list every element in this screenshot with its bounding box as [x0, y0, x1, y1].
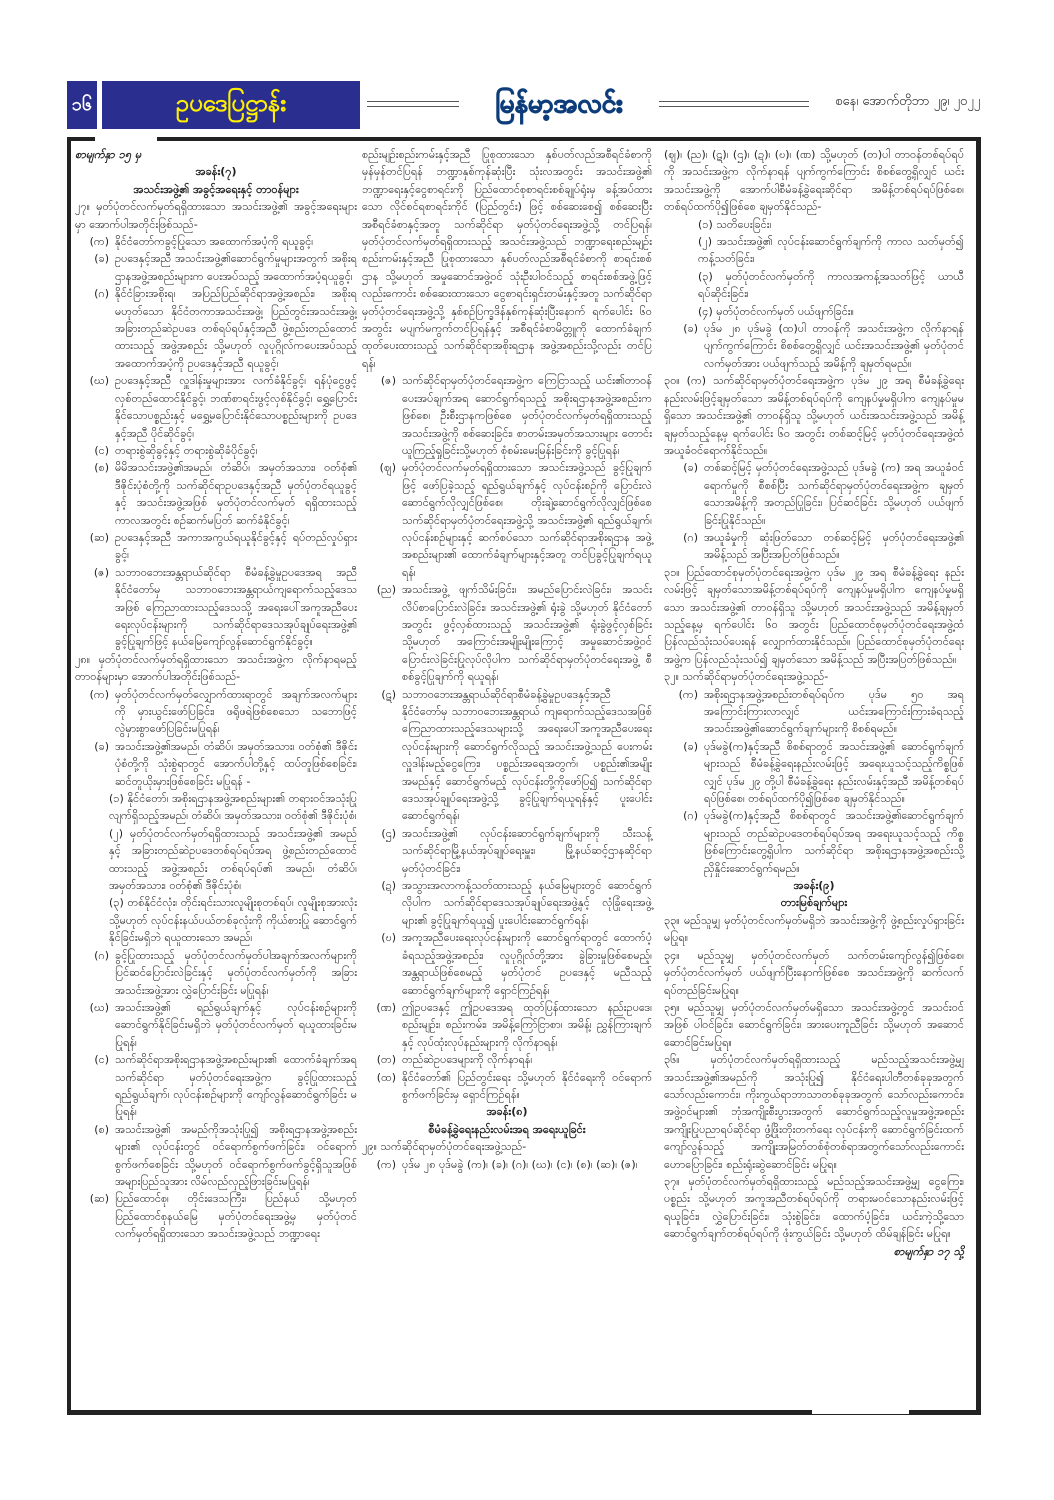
clause-marker: (ဈ) [379, 461, 396, 475]
clause-item [362, 581, 652, 685]
paragraph: ၂၇။ မှတ်ပုံတင်လက်မှတ်ရရှိထားသော အသင်းအဖွဲ့၏ အခွင့်အရေးများမှာ အောက်ပါအတိုင်းဖြစ်သည်- [75, 200, 357, 231]
clause-text: မှတ်ပုံတင်လက်မှတ်လျှောက်ထားရာတွင် အချက်အလက်များကို မှားယွင်းဖော်ပြခြင်း၊ ဖရိုဖရဲဖြစ်စေသော သဘောဖြင့် လွဲမှားစွာဖော်ပြခြင်းမပြုရန်၊ [115, 687, 357, 736]
clause-marker: (ဏ) [376, 1000, 396, 1014]
clause-item [75, 1051, 357, 1121]
clause-marker: (ဆ) [89, 530, 109, 544]
clause-text: အသင်းအဖွဲ့၏ ရည်ရွယ်ချက်နှင့် လုပ်ငန်းစဉ်များကို ဆောင်ရွက်နိုင်ခြင်းမရှိဘဲ မှတ်ပုံတင်လက်မှတ် ရယူထားခြင်းမပြုရန်၊ [115, 1000, 357, 1049]
clause-text: သက်ဆိုင်ရာအစိုးရဌာနအဖွဲ့အစည်းများ၏ ထောက်ခံချက်အရ သက်ဆိုင်ရာ မှတ်ပုံတင်ရေးအဖွဲ့က ခွင့်ပြုထားသည့် ရည်ရွယ်ချက်၊ လုပ်ငန်းစဉ်များကို ကျော်လွန်ဆောင်ရွက်ခြင်း မပြုရန်၊ [115, 1053, 357, 1119]
clause-text: ဥပဒေနှင့်အညီ အသင်းအဖွဲ့၏ဆောင်ရွက်မှုများအတွက် အစိုးရဌာနအဖွဲ့အစည်းများက ပေးအပ်သည့် အထောက်အပံ့ရယူခွင့်၊ [115, 252, 357, 283]
article-column-2 [362, 146, 652, 1173]
clause-item [362, 929, 652, 999]
clause-text: သဘာဝဘေးအန္တရာယ်ဆိုင်ရာစီမံခန့်ခွဲမှုဥပဒေနှင့်အညီ နိုင်ငံတော်မှ သဘာဝဘေးအန္တရာယ် ကျရောက်သည့်ဒေသအဖြစ် ကြေညာထားသည့်ဒေသများသို့ အရေးပေါ်အကူအညီပေးရေးလုပ်ငန်းများကို ဆောင်ရွက်လိုသည့် အသင်းအဖွဲ့သည် ပေးကမ်းလှူဒါန်းမည့်ငွေကြေး၊ ပစ္စည်းအရေအတွက်၊ ပစ္စည်း၏အမျိုးအမည်နှင့် ဆောင်ရွက်မည့် လုပ်ငန်းတို့ကိုဖော်ပြ၍ သက်ဆိုင်ရာဒေသအုပ်ချုပ်ရေးအဖွဲ့သို့ ခွင့်ပြုချက်ရယူရန်နှင့် ပူးပေါင်းဆောင်ရွက်ရန်၊ [402, 687, 652, 823]
clause-item [362, 459, 652, 581]
continued-from: စာမျက်နှာ ၁၅ မှ [75, 148, 142, 161]
clause-text: ပုဒ်မခွဲ(က)နှင့်အညီ စိစစ်ရာတွင် အသင်းအဖွဲ့၏ဆောင်ရွက်ချက်များသည် တည်ဆဲဥပဒေတစ်ရပ်ရပ်အရ အရေးယူသင့်သည့် ကိစ္စဖြစ်ကြောင်းတွေ့ရှိပါက သက်ဆိုင်ရာ အစိုးရဌာနအဖွဲ့အစည်းသို့ ညှိနှိုင်းဆောင်ရွက်ရမည်။ [704, 809, 964, 875]
clause-text: အကူအညီပေးရေးလုပ်ငန်းများကို ဆောင်ရွက်ရာတွင် ထောက်ပံ့ခံရသည့်အဖွဲ့အစည်း၊ လူပုဂ္ဂိုလ်တို့အား ခွဲခြားမှုဖြစ်စေမည့်၊ အန္တရာယ်ဖြစ်စေမည့် မှတ်ပုံတင် ဥပဒေနှင့် မညီသည့် ဆောင်ရွက်ချက်များကို ရှောင်ကြဉ်ရန်၊ [402, 931, 652, 997]
paragraph: ၃၀။ (က) သက်ဆိုင်ရာမှတ်ပုံတင်ရေးအဖွဲ့က ပုဒ်မ ၂၉ အရ စီမံခန့်ခွဲရေး နည်းလမ်းဖြင့်ချမှတ်သော အမိန့်တစ်ရပ်ရပ်ကို ကျေနပ်မှုမရှိပါက ကျေနပ်မှုမရှိသော အသင်းအဖွဲ့၏ တာဝန်ရှိသူ သို့မဟုတ် ယင်းအသင်းအဖွဲ့သည် အမိန့်ချမှတ်သည့်နေ့မှ ရက်ပေါင်း ၆၀ အတွင်း တစ်ဆင့်မြင့် မှတ်ပုံတင်ရေးအဖွဲ့ထံ အယူခံဝင်ရောက်နိုင်သည်။ [664, 374, 964, 457]
clause-text: အယူခံမှုကို ဆုံးဖြတ်သော တစ်ဆင့်မြင့် မှတ်ပုံတင်ရေးအဖွဲ့၏ အမိန့်သည် အပြီးအပြတ်ဖြစ်သည်။ [704, 530, 964, 562]
clause-marker: (က) [678, 687, 698, 701]
clause-text: အသင်းအဖွဲ့၏ အမည်ကိုအသုံးပြု၍ အစိုးရဌာနအဖွဲ့အစည်းများ၏ လုပ်ငန်းတွင် ဝင်ရောက်စွက်ဖက်ခြင်း၊ ဝင်ရောက်စွက်ဖက်စေခြင်း သို့မဟုတ် ဝင်ရောက်စွက်ဖက်ခွင့်ရှိသူအဖြစ် အများပြည်သူအား လိမ်လည်လှည့်ဖြားခြင်းမပြုရန်၊ [115, 1122, 357, 1188]
sub-clause: (၁) သတိပေးခြင်း၊ [698, 217, 772, 231]
clause-marker: (ဇ) [380, 374, 396, 388]
masthead-logo: မြန်မာ့အလင်း [495, 88, 623, 119]
clause-text: သက်ဆိုင်ရာမှတ်ပုံတင်ရေးအဖွဲ့က ကြေငြာသည့် ယင်း၏တာဝန်ပေးအပ်ချက်အရ ဆောင်ရွက်ရသည့် အစိုးရဌာနအဖွဲ့အစည်းကဖြစ်စေ၊ ဦးစီးဌာနကဖြစ်စေ မှတ်ပုံတင်လက်မှတ်ရရှိထားသည့် အသင်းအဖွဲ့ကို စစ်ဆေးခြင်း၊ စာတမ်းအမှတ်အသားများ တောင်းယူကြည့်ရှုခြင်းသို့မဟုတ် စုံစမ်းမေးမြန်းခြင်းကို ခွင့်ပြုရန်၊ [402, 374, 652, 457]
section-heading: အခန်း(၉) [793, 879, 835, 893]
clause-item [362, 999, 652, 1051]
paragraph: ၃၃။ မည်သူမျှ မှတ်ပုံတင်လက်မှတ်မရှိဘဲ အသင်းအဖွဲ့ကို ဖွဲ့စည်းလှုပ်ရှားခြင်းမပြုရ။ [664, 913, 964, 945]
clause-marker: (ဍ) [381, 879, 396, 893]
section-heading: အခန်း(၇) [195, 165, 237, 179]
clause-marker: (င) [94, 443, 109, 457]
clause-marker: (ဃ) [89, 1000, 109, 1014]
section-heading: စီမံခန့်ခွဲရေးနည်းလမ်းအရ အရေးယူခြင်း [428, 1122, 586, 1136]
clause-text: တည်ဆဲဥပဒေများကို လိုက်နာရန်၊ [402, 1053, 533, 1067]
clause-item [362, 686, 652, 825]
paragraph: ၃၁။ ပြည်ထောင်စုမှတ်ပုံတင်ရေးအဖွဲ့က ပုဒ်မ ၂၉ အရ စီမံခန့်ခွဲရေး နည်းလမ်းဖြင့် ချမှတ်သောအမိန့်တစ်ရပ်ရပ်ကို ကျေနပ်မှုမရှိပါက ကျေနပ်မှုမရှိသော အသင်းအဖွဲ့၏ တာဝန်ရှိသူ သို့မဟုတ် အသင်းအဖွဲ့သည် အမိန့်ချမှတ်သည့်နေ့မှ ရက်ပေါင်း ၆၀ အတွင်း ပြည်ထောင်စုမှတ်ပုံတင်ရေးအဖွဲ့ထံ ပြန်လည်သုံးသပ်ပေးရန် လျှောက်ထားနိုင်သည်။ ပြည်ထောင်စုမှတ်ပုံတင်ရေးအဖွဲ့က ပြန်လည်သုံးသပ်၍ ချမှတ်သော အမိန့်သည် အပြီးအပြတ်ဖြစ်သည်။ [664, 565, 964, 666]
page-header [67, 81, 980, 129]
clause-text: အသွားအလာကန့်သတ်ထားသည့် နယ်မြေများတွင် ဆောင်ရွက်လိုပါက သက်ဆိုင်ရာဒေသအုပ်ချုပ်ရေးအဖွဲ့နှင့် လုံခြုံရေးအဖွဲ့များ၏ ခွင့်ပြုချက်ရယူ၍ ပူးပေါင်းဆောင်ရွက်ရန်၊ [402, 879, 652, 927]
clause-item [362, 1156, 652, 1173]
clause-item [362, 825, 652, 877]
article-column-3 [664, 146, 964, 1260]
frame-notch [95, 133, 157, 143]
clause-item [664, 529, 964, 564]
clause-marker: (ဂ) [683, 530, 698, 544]
issue-date: စနေ၊ အောက်တိုဘာ ၂၉၊ ၂၀၂၂ [835, 94, 980, 109]
clause-marker: (က) [376, 1157, 396, 1171]
clause-marker: (ဇ) [93, 565, 109, 579]
clause-text: ဤဥပဒေနှင့် ဤဥပဒေအရ ထုတ်ပြန်ထားသော နည်းဥပဒေ၊ စည်းမျဉ်း၊ စည်းကမ်း၊ အမိန့်ကြော်ငြာစာ၊ အမိန့်၊ ညွှန်ကြားချက်နှင့် လုပ်ထုံးလုပ်နည်းများကို လိုက်နာရန်၊ [402, 1000, 652, 1049]
clause-text: မှတ်ပုံတင်လက်မှတ်ရရှိထားသော အသင်းအဖွဲ့သည် ခွင့်ပြုချက်ဖြင့် ဖော်ပြခဲ့သည့် ရည်ရွယ်ချက်နှင့် လုပ်ငန်းစဉ်ကို ပြောင်းလဲဆောင်ရွက်လိုလျှင်ဖြစ်စေ၊ တိုးချဲ့ဆောင်ရွက်လိုလျှင်ဖြစ်စေ သက်ဆိုင်ရာမှတ်ပုံတင်ရေးအဖွဲ့သို့ အသင်းအဖွဲ့၏ ရည်ရွယ်ချက်၊ လုပ်ငန်းစဉ်များနှင့် ဆက်စပ်သော သက်ဆိုင်ရာအစိုးရဌာန အဖွဲ့အစည်းများ၏ ထောက်ခံချက်များနှင့်အတူ တင်ပြခွင့်ပြုချက်ရယူရန်၊ [402, 461, 652, 579]
clause-item [75, 564, 357, 651]
section-heading: တားမြစ်ချက်များ [780, 896, 848, 910]
sub-clause: (၁) နိုင်ငံတော်၊ အစိုးရဌာနအဖွဲ့အစည်းများ၏ တရားဝင်အသုံးပြုလျက်ရှိသည့်အမည်၊ တံဆိပ်၊ အမှတ်အသား၊ ဝတ်စုံ၏ ဒီဇိုင်းပုံစံ၊ [109, 792, 357, 823]
paragraph: (ဈ)၊ (ည)၊ (ဋ)၊ (ဌ)၊ (ဍ)၊ (ဎ)၊ (ဏ) သို့မဟုတ် (တ)ပါ တာဝန်တစ်ရပ်ရပ်ကို အသင်းအဖွဲ့က လိုက်နာရန် ပျက်ကွက်ကြောင်း စိစစ်တွေ့ရှိလျှင် ယင်းအသင်းအဖွဲ့ကို အောက်ပါစီမံခန့်ခွဲရေးဆိုင်ရာ အမိန့်တစ်ရပ်ရပ်ဖြစ်စေ၊ တစ်ရပ်ထက်ပို၍ဖြစ်စေ ချမှတ်နိုင်သည်- [664, 148, 964, 214]
clause-item [362, 372, 652, 459]
continued-to: စာမျက်နှာ ၁၇ သို့ [893, 1244, 964, 1258]
clause-text: အသင်းအဖွဲ့၏ လုပ်ငန်းဆောင်ရွက်ချက်များကို သီးသန့်သက်ဆိုင်ရာမြို့နယ်အုပ်ချုပ်ရေးမှူး၊ မြို့နယ်ဆင့်ဌာနဆိုင်ရာ မှတ်ပုံတင်ခြင်း၊ [402, 826, 652, 875]
paragraph: ၃၅။ မည်သူမျှ မှတ်ပုံတင်လက်မှတ်မရှိသော အသင်းအဖွဲ့တွင် အသင်းဝင်အဖြစ် ပါဝင်ခြင်း၊ ဆောင်ရွက်ခြင်း၊ အားပေးကူညီခြင်း သို့မဟုတ် အဆောင်ဆောင်ခြင်းမပြုရ။ [664, 1000, 964, 1049]
clause-text: ခွင့်ပြုထားသည့် မှတ်ပုံတင်လက်မှတ်ပါအချက်အလက်များကို ပြင်ဆင်ပြောင်းလဲခြင်းနှင့် မှတ်ပုံတင်လက်မှတ်ကို အခြားအသင်းအဖွဲ့အား လွှဲပြောင်းခြင်း မပြုရန်၊ [115, 948, 357, 997]
clause-item [664, 807, 964, 877]
clause-marker: (ဎ) [381, 931, 396, 945]
clause-marker: (ဂ) [94, 948, 109, 962]
clause-item [75, 999, 357, 1051]
header-rule [367, 101, 459, 107]
clause-text: မိမိအသင်းအဖွဲ့၏အမည်၊ တံဆိပ်၊ အမှတ်အသား၊ ဝတ်စုံ၏ ဒီဇိုင်းပုံစံတို့ကို သက်ဆိုင်ရာဥပဒေနှင့်အညီ မှတ်ပုံတင်ရယူခွင့်နှင့် အသင်းအဖွဲ့အဖြစ် မှတ်ပုံတင်လက်မှတ် ရရှိထားသည့်ကာလအတွင်း စဉ်ဆက်မပြတ် ဆက်ခံနိုင်ခွင့်၊ [115, 461, 357, 527]
clause-item [75, 459, 357, 529]
clause-item [75, 947, 357, 999]
clause-item [75, 1121, 357, 1191]
clause-item [75, 250, 357, 285]
paragraph: ၃၇။ မှတ်ပုံတင်လက်မှတ်ရရှိထားသည့် မည်သည့်အသင်းအဖွဲ့မျှ ငွေကြေး၊ ပစ္စည်း သို့မဟုတ် အကူအညီတစ်ရပ်ရပ်ကို တရားမဝင်သောနည်းလမ်းဖြင့် ရယူခြင်း၊ လွှဲပြောင်းခြင်း၊ သုံးစွဲခြင်း၊ ထောက်ပံ့ခြင်း၊ ယင်းကဲ့သို့သော ဆောင်ရွက်ချက်တစ်ရပ်ရပ်ကို ဖုံးကွယ်ခြင်း သို့မဟုတ် ထိမ်ချန်ခြင်း မပြုရ။ [664, 1174, 964, 1241]
clause-item [75, 686, 357, 738]
paragraph: ၃၄။ မည်သူမျှ မှတ်ပုံတင်လက်မှတ် သက်တမ်းကျော်လွန်၍ဖြစ်စေ၊ မှတ်ပုံတင်လက်မှတ် ပယ်ဖျက်ပြီးနောက်ဖြစ်စေ အသင်းအဖွဲ့ကို ဆက်လက်ရပ်တည်ခြင်းမပြုရ။ [664, 948, 964, 997]
clause-text: ဥပဒေနှင့်အညီ အကာအကွယ်ရယူနိုင်ခွင့်နှင့် ရပ်တည်လှုပ်ရှားခွင့်၊ [115, 530, 357, 562]
clause-text: တစ်ဆင့်မြင့် မှတ်ပုံတင်ရေးအဖွဲ့သည် ပုဒ်မခွဲ (က) အရ အယူခံဝင်ရောက်မှုကို စီစစ်ပြီး သက်ဆိုင်ရာမှတ်ပုံတင်ရေးအဖွဲ့က ချမှတ်သောအမိန့်ကို အတည်ပြုခြင်း၊ ပြင်ဆင်ခြင်း သို့မဟုတ် ပယ်ဖျက်ခြင်းပြုနိုင်သည်။ [704, 461, 964, 527]
clause-text: သဘာဝဘေးအန္တရာယ်ဆိုင်ရာ စီမံခန့်ခွဲမှုဥပဒေအရ အညီ နိုင်ငံတော်မှ သဘာဝဘေးအန္တရာယ်ကျရောက်သည့်ဒေသအဖြစ် ကြေညာထားသည့်ဒေသသို့ အရေးပေါ်အကူအညီပေးရေးလုပ်ငန်းများကို သက်ဆိုင်ရာဒေသအုပ်ချုပ်ရေးအဖွဲ့၏ ခွင့်ပြုချက်ဖြင့် နယ်မြေကျော်လွန်ဆောင်ရွက်နိုင်ခွင့်။ [115, 565, 357, 649]
clause-marker: (စ) [94, 461, 109, 475]
section-heading: အသင်းအဖွဲ့၏ အခွင့်အရေးနှင့် တာဝန်များ [133, 182, 299, 196]
section-heading: အခန်း(၈) [486, 1105, 528, 1119]
clause-item [75, 738, 357, 790]
clause-item [362, 1069, 652, 1104]
clause-item [664, 320, 964, 372]
clause-text: နိုင်ငံတော်၏ ပြည်တွင်းရေး သို့မဟုတ် နိုင်ငံရေးကို ဝင်ရောက်စွက်ဖက်ခြင်းမှ ရှောင်ကြဉ်ရန်။ [402, 1070, 652, 1101]
clause-marker: (ခ) [94, 739, 109, 753]
sub-clause: (၃) မှတ်ပုံတင်လက်မှတ်ကို ကာလအကန့်အသတ်ဖြင့် ယာယီရပ်ဆိုင်းခြင်း၊ [698, 269, 964, 301]
section-title: ဥပဒေပြဋ္ဌာန်း [102, 81, 360, 129]
paragraph: ၂၉။ သက်ဆိုင်ရာမှတ်ပုံတင်ရေးအဖွဲ့သည်- [362, 1140, 527, 1154]
clause-marker: (ဂ) [683, 809, 698, 823]
header-rule [659, 101, 809, 107]
clause-text: အသင်းအဖွဲ့၏အမည်၊ တံဆိပ်၊ အမှတ်အသား၊ ဝတ်စုံ၏ ဒီဇိုင်းပုံစံတို့ကို သုံးစွဲရာတွင် အောက်ပါတို့နှင့် ထပ်တူဖြစ်စေခြင်း၊ ဆင်တူယိုးမှားဖြစ်စေခြင်း မပြုရန် - [115, 739, 357, 788]
clause-marker: (ဂ) [94, 287, 109, 301]
clause-item [362, 877, 652, 929]
clause-item [75, 285, 357, 372]
clause-item [75, 1190, 357, 1242]
clause-marker: (ခ) [683, 322, 698, 336]
clause-text: နိုင်ငံတော်ကခွင့်ပြုသော အထောက်အပံ့ကို ရယူခွင့်၊ [115, 235, 314, 249]
frame-notch [812, 1402, 909, 1414]
article-column-1 [75, 146, 357, 1243]
clause-marker: (ည) [376, 583, 396, 597]
clause-text: နိုင်ငံခြားအစိုးရ၊ အပြည်ပြည်ဆိုင်ရာအဖွဲ့အစည်း၊ အစိုးရမဟုတ်သော နိုင်ငံတကာအသင်းအဖွဲ့၊ ပြည်တွင်းအသင်းအဖွဲ့၊ အခြားတည်ဆဲဥပဒေ တစ်ရပ်ရပ်နှင့်အညီ ဖွဲ့စည်းတည်ထောင်ထားသည့် အဖွဲ့အစည်း သို့မဟုတ် လူပုဂ္ဂိုလ်ကပေးအပ်သည့် အထောက်အပံ့ကို ဥပဒေနှင့်အညီ ရယူခွင့်၊ [115, 287, 357, 370]
clause-item [75, 233, 357, 250]
sub-clause: (၂) အသင်းအဖွဲ့၏ လုပ်ငန်းဆောင်ရွက်ချက်ကို ကာလ သတ်မှတ်၍ ကန့်သတ်ခြင်း၊ [698, 235, 964, 266]
paragraph: ၂၈။ မှတ်ပုံတင်လက်မှတ်ရရှိထားသော အသင်းအဖွဲ့က လိုက်နာရမည့်တာဝန်များမှာ အောက်ပါအတိုင်းဖြစ်သည်- [75, 652, 357, 684]
clause-marker: (ထ) [376, 1070, 396, 1084]
clause-marker: (င) [94, 1053, 109, 1067]
clause-marker: (ဌ) [381, 826, 396, 840]
clause-item [664, 459, 964, 529]
paragraph: စည်းမျဉ်းစည်းကမ်းနှင့်အညီ ပြုစုထားသော နှစ်ပတ်လည်အစီရင်ခံစာကို မှန်မှန်တင်ပြရန် ဘဏ္ဍာနှစ်ကုန်ဆုံးပြီး သုံးလအတွင်း အသင်းအဖွဲ့၏ ဘဏ္ဍာရေးနှင့်ငွေစာရင်းကို ပြည်ထောင်စုစာရင်းစစ်ချုပ်ရုံးမှ ခန့်အပ်ထားသော လိုင်စင်ရစာရင်းကိုင် (ပြည်တွင်း) ဖြင့် စစ်ဆေးစေ၍ စစ်ဆေးပြီး အစီရင်ခံစာနှင့်အတူ သက်ဆိုင်ရာ မှတ်ပုံတင်ရေးအဖွဲ့သို့ တင်ပြရန်၊ မှတ်ပုံတင်လက်မှတ်ရရှိထားသည့် အသင်းအဖွဲ့သည် ဘဏ္ဍာရေးစည်းမျဉ်း စည်းကမ်းနှင့်အညီ ပြုစုထားသော နှစ်ပတ်လည်အစီရင်ခံစာကို စာရင်းစစ်ဌာန သို့မဟုတ် အမှုဆောင်အဖွဲ့ဝင် သုံးဦးပါဝင်သည့် စာရင်းစစ်အဖွဲ့ဖြင့်လည်းကောင်း စစ်ဆေးထားသော ငွေစာရင်းရှင်းတမ်းနှင့်အတူ သက်ဆိုင်ရာ မှတ်ပုံတင်ရေးအဖွဲ့သို့ နှစ်စဉ်ပြက္ခဒိန်နှစ်ကုန်ဆုံးပြီးနောက် ရက်ပေါင်း ၆၀ အတွင်း မပျက်မကွက်တင်ပြရန်နှင့် အစီရင်ခံစာမိတ္တူကို ထောက်ခံချက်ထုတ်ပေးထားသည့် သက်ဆိုင်ရာအစိုးရဌာန အဖွဲ့အစည်းသို့လည်း တင်ပြရန်၊ [362, 148, 652, 370]
clause-text: ပြည်ထောင်စု၊ တိုင်းဒေသကြီး၊ ပြည်နယ် သို့မဟုတ် ပြည်ထောင်စုနယ်မြေ မှတ်ပုံတင်ရေးအဖွဲ့မှ မှတ်ပုံတင်လက်မှတ်ရရှိထားသော အသင်းအဖွဲ့သည် ဘဏ္ဍာရေး [115, 1192, 357, 1241]
sub-clause: (၂) မှတ်ပုံတင်လက်မှတ်ရရှိထားသည့် အသင်းအဖွဲ့၏ အမည်နှင့် အခြားတည်ဆဲဥပဒေတစ်ရပ်ရပ်အရ ဖွဲ့စည်းတည်ထောင်ထားသည့် အဖွဲ့အစည်း တစ်ရပ်ရပ်၏ အမည်၊ တံဆိပ်၊ အမှတ်အသား၊ ဝတ်စုံ၏ ဒီဇိုင်းပုံစံ၊ [109, 826, 357, 893]
page-number: ၁၆ [67, 81, 97, 129]
clause-text: ပုဒ်မ ၂၈ ပုဒ်မခွဲ (ထ)ပါ တာဝန်ကို အသင်းအဖွဲ့က လိုက်နာရန် ပျက်ကွက်ကြောင်း စိစစ်တွေ့ရှိလျှင် ယင်းအသင်းအဖွဲ့၏ မှတ်ပုံတင်လက်မှတ်အား ပယ်ဖျက်သည့် အမိန့်ကို ချမှတ်ရမည်။ [704, 322, 964, 370]
clause-item [362, 1051, 652, 1068]
paragraph: ၃၆။ မှတ်ပုံတင်လက်မှတ်ရရှိထားသည့် မည်သည့်အသင်းအဖွဲ့မျှ အသင်းအဖွဲ့၏အမည်ကို အသုံးပြု၍ နိုင်ငံရေးပါတီတစ်ခုခုအတွက် သော်လည်းကောင်း၊ ကိုးကွယ်ရာဘာသာတစ်ခုခုအတွက် သော်လည်းကောင်း၊ အဖွဲ့ဝင်များ၏ ဘုံအကျိုးစီးပွားအတွက် ဆောင်ရွက်သည့်လူမှုအဖွဲ့အစည်း အကျိုးပြုပညာရပ်ဆိုင်ရာ ဖွံ့ဖြိုးတိုးတက်ရေး လုပ်ငန်းကို ဆောင်ရွက်ခြင်းထက်ကျော်လွန်သည့် အကျိုးအမြတ်တစ်စုံတစ်ရာအတွက်သော်လည်းကောင်း ဟောပြောခြင်း၊ စည်းရုံးဆွဲဆောင်ခြင်း မပြုရ။ [664, 1053, 964, 1171]
clause-item [664, 738, 964, 808]
sub-clause: (၄) မှတ်ပုံတင်လက်မှတ် ပယ်ဖျက်ခြင်း။ [698, 304, 854, 318]
clause-marker: (ဃ) [89, 374, 109, 388]
clause-marker: (စ) [94, 1122, 109, 1136]
clause-marker: (က) [89, 235, 109, 249]
paragraph: ၃၂။ သက်ဆိုင်ရာမှတ်ပုံတင်ရေးအဖွဲ့သည်- [664, 670, 829, 684]
clause-text: ပုဒ်မခွဲ(က)နှင့်အညီ စိစစ်ရာတွင် အသင်းအဖွဲ့၏ ဆောင်ရွက်ချက်များသည် စီမံခန့်ခွဲရေးနည်းလမ်းဖြင့် အရေးယူသင့်သည့်ကိစ္စဖြစ်လျှင် ပုဒ်မ ၂၉ တို့ပါ စီမံခန့်ခွဲရေး နည်းလမ်းနှင့်အညီ အမိန့်တစ်ရပ်ရပ်ဖြစ်စေ၊ တစ်ရပ်ထက်ပို၍ဖြစ်စေ ချမှတ်နိုင်သည်။ [704, 739, 964, 806]
sub-clause: (၃) တစ်နိုင်ငံလုံး၊ တိုင်းရင်းသားလူမျိုးစုတစ်ရပ်၊ လူမျိုးစုအားလုံး သို့မဟုတ် လုပ်ငန်းနယ်ပယ်တစ်ခုလုံးကို ကိုယ်စားပြု ဆောင်ရွက်နိုင်ခြင်းမရှိဘဲ ရယူထားသော အမည်၊ [109, 896, 357, 945]
clause-marker: (တ) [376, 1053, 396, 1067]
clause-marker: (ဆ) [89, 1192, 109, 1206]
clause-item [75, 372, 357, 442]
clause-marker: (ခ) [94, 252, 109, 266]
clause-text: အသင်းအဖွဲ့ ဖျက်သိမ်းခြင်း၊ အမည်ပြောင်းလဲခြင်း၊ အသင်းလိပ်စာပြောင်းလဲခြင်း၊ အသင်းအဖွဲ့၏ ရုံးခွဲ သို့မဟုတ် နိုင်ငံတော်အတွင်း ဖွင့်လှစ်ထားသည့် အသင်းအဖွဲ့၏ ရုံးခွဲဖွင့်လှစ်ခြင်း သို့မဟုတ် အကြောင်းအမျိုးမျိုးကြောင့် အမှုဆောင်အဖွဲ့ဝင် ပြောင်းလဲခြင်းပြုလုပ်လိုပါက သက်ဆိုင်ရာမှတ်ပုံတင်ရေးအဖွဲ့ စီစစ်ခွင့်ပြုချက်ကို ရယူရန်၊ [402, 583, 652, 684]
clause-text: ဥပဒေနှင့်အညီ လှူဒါန်းမှုများအား လက်ခံနိုင်ခွင့်၊ ရန်ပုံငွေဖွင့်လှစ်တည်ထောင်နိုင်ခွင့်၊ ဘဏ်စာရင်းဖွင့်လှစ်နိုင်ခွင့်၊ ရွှေ့ပြောင်းနိုင်သောပစ္စည်းနှင့် မရွှေ့မပြောင်းနိုင်သောပစ္စည်းများကို ဥပဒေနှင့်အညီ ပိုင်ဆိုင်ခွင့်၊ [115, 374, 357, 440]
clause-item [664, 686, 964, 738]
clause-text: တရားစွဲဆိုခွင့်နှင့် တရားစွဲဆိုခံပိုင်ခွင့်၊ [115, 443, 258, 457]
clause-marker: (ခ) [683, 461, 698, 475]
clause-item [75, 529, 357, 564]
clause-text: အစိုးရဌာနအဖွဲ့အစည်းတစ်ရပ်ရပ်က ပုဒ်မ ၅၀ အရ အကြောင်းကြားလာလျှင် ယင်းအကြောင်းကြားခံရသည့် အသင်းအဖွဲ့၏ဆောင်ရွက်ချက်များကို စိစစ်ရမည်။ [704, 687, 964, 736]
clause-text: ပုဒ်မ ၂၈ ပုဒ်မခွဲ (က)၊ (ခ)၊ (ဂ)၊ (ဃ)၊ (င)၊ (စ)၊ (ဆ)၊ (ဇ)၊ [402, 1157, 638, 1171]
clause-marker: (က) [89, 687, 109, 701]
clause-marker: (ခ) [683, 739, 698, 753]
clause-marker: (ဋ) [381, 687, 396, 701]
clause-item [75, 442, 357, 459]
